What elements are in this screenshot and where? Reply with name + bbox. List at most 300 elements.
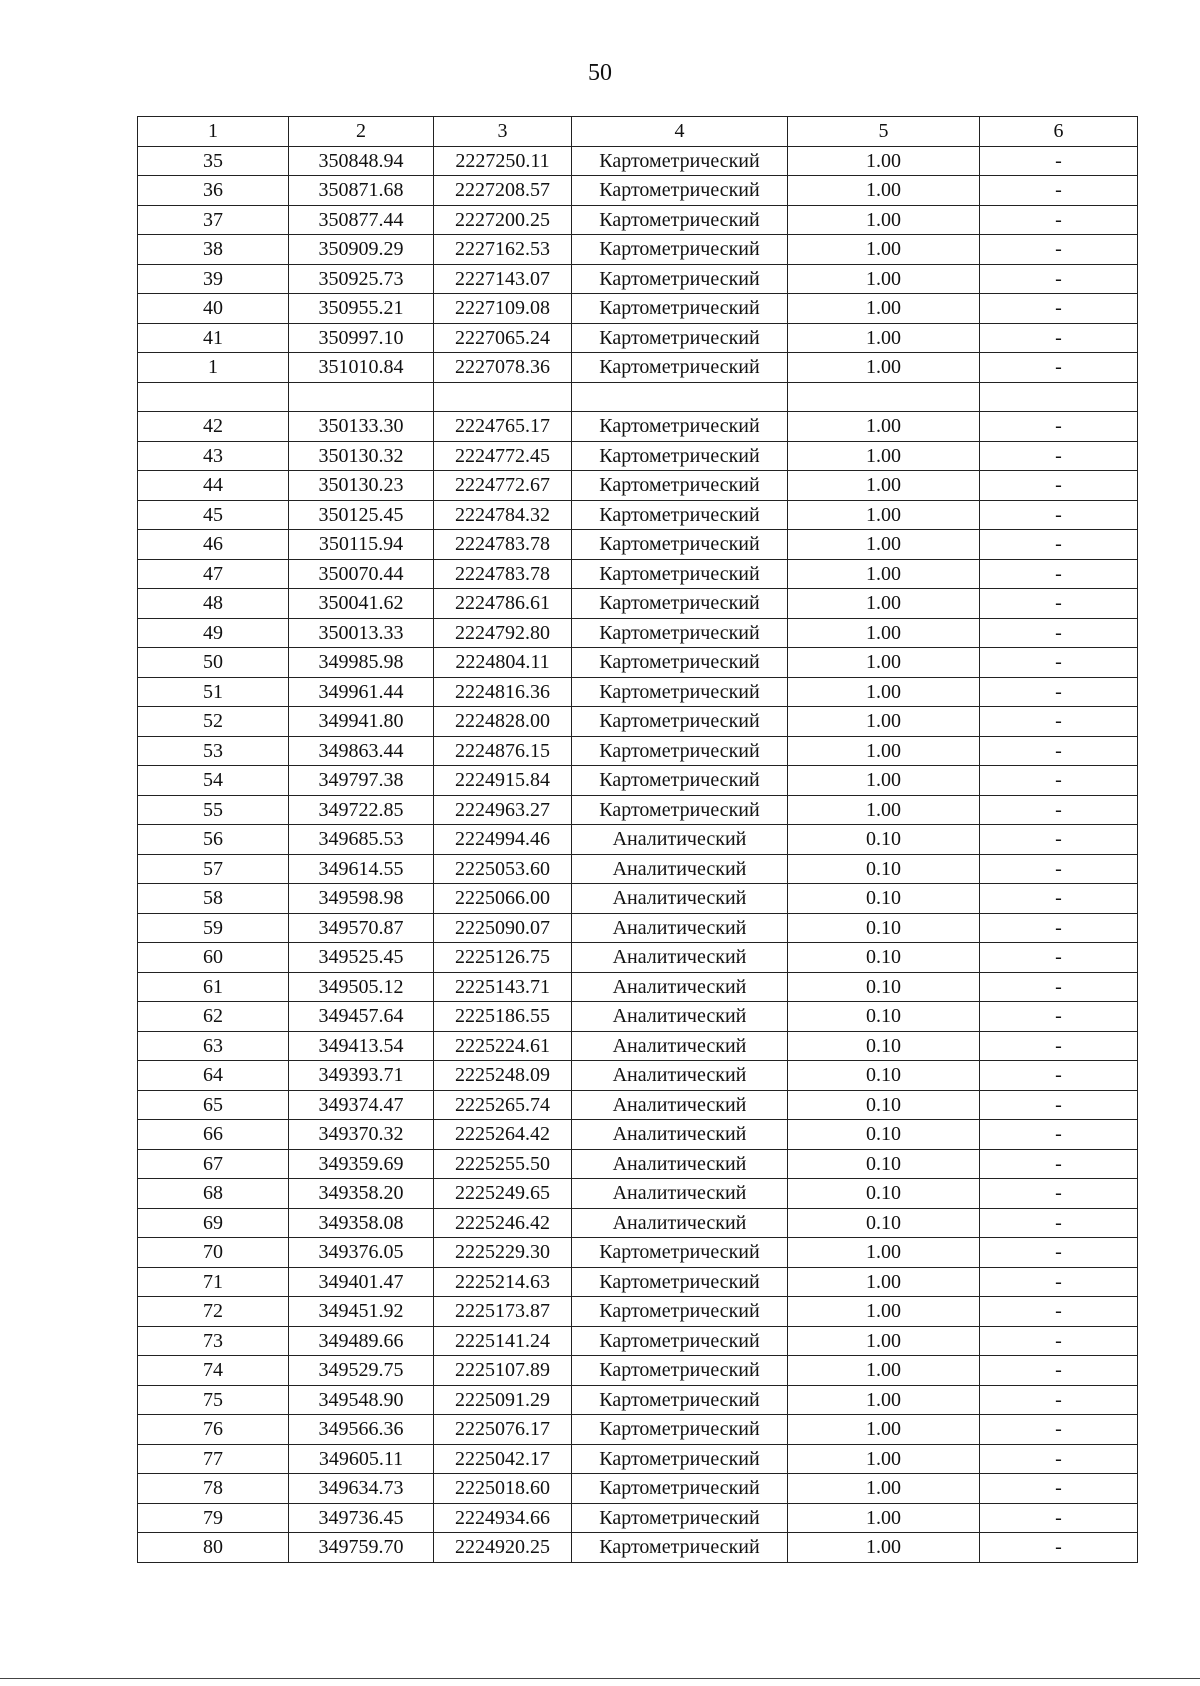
accuracy-cell: 0.10: [788, 1179, 980, 1209]
note-cell: -: [980, 1297, 1138, 1327]
x-coordinate-cell: 349570.87: [289, 913, 434, 943]
y-coordinate-cell: 2225248.09: [434, 1061, 572, 1091]
accuracy-cell: 1.00: [788, 589, 980, 619]
column-header: 3: [434, 117, 572, 147]
point-number-cell: 67: [138, 1149, 289, 1179]
accuracy-cell: 1.00: [788, 1326, 980, 1356]
table-row: [138, 471, 1138, 501]
x-coordinate-cell: 349358.08: [289, 1208, 434, 1238]
accuracy-cell: 0.10: [788, 972, 980, 1002]
table-row: [138, 1002, 1138, 1032]
y-coordinate-cell: 2225090.07: [434, 913, 572, 943]
point-number-cell: 64: [138, 1061, 289, 1091]
x-coordinate-cell: [289, 382, 434, 412]
point-number-cell: 36: [138, 176, 289, 206]
y-coordinate-cell: 2225264.42: [434, 1120, 572, 1150]
x-coordinate-cell: 350925.73: [289, 264, 434, 294]
y-coordinate-cell: 2227065.24: [434, 323, 572, 353]
method-cell: Картометрический: [572, 235, 788, 265]
coordinates-table: [137, 116, 1138, 1563]
point-number-cell: 35: [138, 146, 289, 176]
point-number-cell: 59: [138, 913, 289, 943]
y-coordinate-cell: 2227208.57: [434, 176, 572, 206]
note-cell: -: [980, 648, 1138, 678]
y-coordinate-cell: 2225186.55: [434, 1002, 572, 1032]
x-coordinate-cell: 349736.45: [289, 1503, 434, 1533]
x-coordinate-cell: 350997.10: [289, 323, 434, 353]
method-cell: Аналитический: [572, 1179, 788, 1209]
method-cell: Картометрический: [572, 1238, 788, 1268]
accuracy-cell: 1.00: [788, 500, 980, 530]
point-number-cell: 48: [138, 589, 289, 619]
method-cell: Аналитический: [572, 854, 788, 884]
y-coordinate-cell: 2224828.00: [434, 707, 572, 737]
x-coordinate-cell: 350848.94: [289, 146, 434, 176]
y-coordinate-cell: 2224963.27: [434, 795, 572, 825]
y-coordinate-cell: 2225265.74: [434, 1090, 572, 1120]
note-cell: -: [980, 353, 1138, 383]
x-coordinate-cell: 350877.44: [289, 205, 434, 235]
y-coordinate-cell: 2225246.42: [434, 1208, 572, 1238]
table-row: [138, 884, 1138, 914]
x-coordinate-cell: 350130.32: [289, 441, 434, 471]
method-cell: Картометрический: [572, 736, 788, 766]
method-cell: Картометрический: [572, 1297, 788, 1327]
note-cell: -: [980, 264, 1138, 294]
method-cell: Картометрический: [572, 618, 788, 648]
table-row: [138, 412, 1138, 442]
method-cell: Картометрический: [572, 1474, 788, 1504]
note-cell: -: [980, 1385, 1138, 1415]
point-number-cell: 78: [138, 1474, 289, 1504]
method-cell: Картометрический: [572, 1444, 788, 1474]
accuracy-cell: 0.10: [788, 854, 980, 884]
x-coordinate-cell: 349374.47: [289, 1090, 434, 1120]
x-coordinate-cell: 349393.71: [289, 1061, 434, 1091]
y-coordinate-cell: 2225224.61: [434, 1031, 572, 1061]
accuracy-cell: 1.00: [788, 323, 980, 353]
table-row: [138, 1149, 1138, 1179]
note-cell: -: [980, 146, 1138, 176]
accuracy-cell: 1.00: [788, 795, 980, 825]
table-row: [138, 559, 1138, 589]
x-coordinate-cell: 350041.62: [289, 589, 434, 619]
y-coordinate-cell: 2225018.60: [434, 1474, 572, 1504]
column-header: 2: [289, 117, 434, 147]
method-cell: Аналитический: [572, 884, 788, 914]
table-row: [138, 353, 1138, 383]
accuracy-cell: 1.00: [788, 1533, 980, 1563]
x-coordinate-cell: 349489.66: [289, 1326, 434, 1356]
note-cell: -: [980, 1090, 1138, 1120]
y-coordinate-cell: 2224876.15: [434, 736, 572, 766]
accuracy-cell: 0.10: [788, 1002, 980, 1032]
point-number-cell: 76: [138, 1415, 289, 1445]
accuracy-cell: 1.00: [788, 707, 980, 737]
note-cell: -: [980, 530, 1138, 560]
table-row: [138, 1503, 1138, 1533]
table-row: [138, 677, 1138, 707]
method-cell: Картометрический: [572, 264, 788, 294]
y-coordinate-cell: 2224772.45: [434, 441, 572, 471]
page-bottom-rule: [0, 1678, 1200, 1679]
table-row: [138, 707, 1138, 737]
note-cell: -: [980, 500, 1138, 530]
y-coordinate-cell: 2224816.36: [434, 677, 572, 707]
point-number-cell: 74: [138, 1356, 289, 1386]
method-cell: Картометрический: [572, 1415, 788, 1445]
y-coordinate-cell: 2225053.60: [434, 854, 572, 884]
point-number-cell: 73: [138, 1326, 289, 1356]
table-row: [138, 1031, 1138, 1061]
x-coordinate-cell: 349359.69: [289, 1149, 434, 1179]
note-cell: -: [980, 1444, 1138, 1474]
point-number-cell: 70: [138, 1238, 289, 1268]
x-coordinate-cell: 349759.70: [289, 1533, 434, 1563]
note-cell: -: [980, 1149, 1138, 1179]
point-number-cell: 55: [138, 795, 289, 825]
y-coordinate-cell: 2227109.08: [434, 294, 572, 324]
table-row: [138, 1356, 1138, 1386]
y-coordinate-cell: 2225173.87: [434, 1297, 572, 1327]
note-cell: -: [980, 677, 1138, 707]
method-cell: Картометрический: [572, 1356, 788, 1386]
method-cell: Картометрический: [572, 441, 788, 471]
point-number-cell: 53: [138, 736, 289, 766]
x-coordinate-cell: 349634.73: [289, 1474, 434, 1504]
table-row: [138, 795, 1138, 825]
note-cell: -: [980, 1415, 1138, 1445]
table-row: [138, 913, 1138, 943]
x-coordinate-cell: 349722.85: [289, 795, 434, 825]
method-cell: Аналитический: [572, 1120, 788, 1150]
accuracy-cell: 1.00: [788, 1297, 980, 1327]
accuracy-cell: 1.00: [788, 736, 980, 766]
table-row: [138, 1238, 1138, 1268]
table-row: [138, 825, 1138, 855]
method-cell: Картометрический: [572, 412, 788, 442]
point-number-cell: 65: [138, 1090, 289, 1120]
accuracy-cell: 1.00: [788, 235, 980, 265]
y-coordinate-cell: [434, 382, 572, 412]
point-number-cell: 62: [138, 1002, 289, 1032]
x-coordinate-cell: 349961.44: [289, 677, 434, 707]
y-coordinate-cell: 2225042.17: [434, 1444, 572, 1474]
y-coordinate-cell: 2225126.75: [434, 943, 572, 973]
table-row: [138, 1297, 1138, 1327]
accuracy-cell: 0.10: [788, 1031, 980, 1061]
x-coordinate-cell: 349548.90: [289, 1385, 434, 1415]
method-cell: Картометрический: [572, 559, 788, 589]
point-number-cell: 79: [138, 1503, 289, 1533]
point-number-cell: 39: [138, 264, 289, 294]
x-coordinate-cell: 349863.44: [289, 736, 434, 766]
table-row: [138, 1474, 1138, 1504]
x-coordinate-cell: 350871.68: [289, 176, 434, 206]
y-coordinate-cell: 2224994.46: [434, 825, 572, 855]
note-cell: -: [980, 618, 1138, 648]
method-cell: Картометрический: [572, 707, 788, 737]
method-cell: Картометрический: [572, 648, 788, 678]
y-coordinate-cell: 2224783.78: [434, 559, 572, 589]
table-row: [138, 972, 1138, 1002]
y-coordinate-cell: 2225091.29: [434, 1385, 572, 1415]
method-cell: Аналитический: [572, 1149, 788, 1179]
x-coordinate-cell: 349529.75: [289, 1356, 434, 1386]
table-row: [138, 235, 1138, 265]
method-cell: Картометрический: [572, 500, 788, 530]
method-cell: Картометрический: [572, 766, 788, 796]
point-number-cell: 60: [138, 943, 289, 973]
note-cell: -: [980, 972, 1138, 1002]
y-coordinate-cell: 2225255.50: [434, 1149, 572, 1179]
y-coordinate-cell: 2225107.89: [434, 1356, 572, 1386]
x-coordinate-cell: 349941.80: [289, 707, 434, 737]
y-coordinate-cell: 2225229.30: [434, 1238, 572, 1268]
note-cell: -: [980, 707, 1138, 737]
point-number-cell: 54: [138, 766, 289, 796]
note-cell: -: [980, 1326, 1138, 1356]
table-row: [138, 589, 1138, 619]
x-coordinate-cell: 349358.20: [289, 1179, 434, 1209]
accuracy-cell: 1.00: [788, 1415, 980, 1445]
y-coordinate-cell: 2227250.11: [434, 146, 572, 176]
y-coordinate-cell: 2227162.53: [434, 235, 572, 265]
method-cell: Аналитический: [572, 913, 788, 943]
table-row: [138, 1061, 1138, 1091]
note-cell: -: [980, 441, 1138, 471]
accuracy-cell: 1.00: [788, 766, 980, 796]
x-coordinate-cell: 350955.21: [289, 294, 434, 324]
note-cell: -: [980, 1179, 1138, 1209]
table-row: [138, 264, 1138, 294]
table-row: [138, 766, 1138, 796]
note-cell: -: [980, 412, 1138, 442]
accuracy-cell: 1.00: [788, 618, 980, 648]
accuracy-cell: 1.00: [788, 1267, 980, 1297]
y-coordinate-cell: 2224765.17: [434, 412, 572, 442]
note-cell: -: [980, 825, 1138, 855]
point-number-cell: 51: [138, 677, 289, 707]
spacer-row: [138, 382, 1138, 412]
method-cell: Картометрический: [572, 1503, 788, 1533]
note-cell: -: [980, 471, 1138, 501]
note-cell: -: [980, 1267, 1138, 1297]
note-cell: -: [980, 1238, 1138, 1268]
method-cell: Картометрический: [572, 353, 788, 383]
accuracy-cell: 1.00: [788, 677, 980, 707]
table-row: [138, 1385, 1138, 1415]
point-number-cell: 66: [138, 1120, 289, 1150]
note-cell: -: [980, 1208, 1138, 1238]
method-cell: Картометрический: [572, 1326, 788, 1356]
point-number-cell: 72: [138, 1297, 289, 1327]
y-coordinate-cell: 2225214.63: [434, 1267, 572, 1297]
accuracy-cell: 0.10: [788, 1149, 980, 1179]
y-coordinate-cell: 2224920.25: [434, 1533, 572, 1563]
point-number-cell: 43: [138, 441, 289, 471]
point-number-cell: 44: [138, 471, 289, 501]
accuracy-cell: 1.00: [788, 412, 980, 442]
y-coordinate-cell: 2225141.24: [434, 1326, 572, 1356]
point-number-cell: 40: [138, 294, 289, 324]
accuracy-cell: 1.00: [788, 264, 980, 294]
note-cell: -: [980, 913, 1138, 943]
method-cell: Картометрический: [572, 323, 788, 353]
column-header: 4: [572, 117, 788, 147]
y-coordinate-cell: 2224792.80: [434, 618, 572, 648]
accuracy-cell: 1.00: [788, 1238, 980, 1268]
point-number-cell: 45: [138, 500, 289, 530]
point-number-cell: 56: [138, 825, 289, 855]
note-cell: -: [980, 1533, 1138, 1563]
point-number-cell: 80: [138, 1533, 289, 1563]
y-coordinate-cell: 2224772.67: [434, 471, 572, 501]
note-cell: -: [980, 176, 1138, 206]
table-row: [138, 1533, 1138, 1563]
table-row: [138, 205, 1138, 235]
point-number-cell: 61: [138, 972, 289, 1002]
point-number-cell: 46: [138, 530, 289, 560]
point-number-cell: 58: [138, 884, 289, 914]
table-row: [138, 530, 1138, 560]
method-cell: Аналитический: [572, 972, 788, 1002]
table-row: [138, 943, 1138, 973]
x-coordinate-cell: 350125.45: [289, 500, 434, 530]
table-row: [138, 854, 1138, 884]
accuracy-cell: 0.10: [788, 913, 980, 943]
x-coordinate-cell: 349451.92: [289, 1297, 434, 1327]
x-coordinate-cell: 349598.98: [289, 884, 434, 914]
accuracy-cell: 1.00: [788, 471, 980, 501]
y-coordinate-cell: 2227200.25: [434, 205, 572, 235]
accuracy-cell: 1.00: [788, 353, 980, 383]
accuracy-cell: 0.10: [788, 1208, 980, 1238]
note-cell: -: [980, 589, 1138, 619]
accuracy-cell: 1.00: [788, 176, 980, 206]
table-row: [138, 323, 1138, 353]
point-number-cell: 63: [138, 1031, 289, 1061]
table-row: [138, 736, 1138, 766]
y-coordinate-cell: 2224804.11: [434, 648, 572, 678]
method-cell: Картометрический: [572, 471, 788, 501]
table-row: [138, 1120, 1138, 1150]
note-cell: -: [980, 795, 1138, 825]
table-row: [138, 1444, 1138, 1474]
y-coordinate-cell: 2225076.17: [434, 1415, 572, 1445]
x-coordinate-cell: 351010.84: [289, 353, 434, 383]
method-cell: Аналитический: [572, 1208, 788, 1238]
accuracy-cell: 1.00: [788, 559, 980, 589]
y-coordinate-cell: 2224786.61: [434, 589, 572, 619]
note-cell: -: [980, 1503, 1138, 1533]
accuracy-cell: 1.00: [788, 1474, 980, 1504]
point-number-cell: 77: [138, 1444, 289, 1474]
method-cell: Аналитический: [572, 1002, 788, 1032]
table-row: [138, 1326, 1138, 1356]
point-number-cell: 37: [138, 205, 289, 235]
table-row: [138, 500, 1138, 530]
accuracy-cell: 1.00: [788, 146, 980, 176]
accuracy-cell: 0.10: [788, 943, 980, 973]
header-row: [138, 117, 1138, 147]
point-number-cell: 68: [138, 1179, 289, 1209]
point-number-cell: 57: [138, 854, 289, 884]
accuracy-cell: 1.00: [788, 1385, 980, 1415]
point-number-cell: 1: [138, 353, 289, 383]
x-coordinate-cell: 350133.30: [289, 412, 434, 442]
note-cell: -: [980, 854, 1138, 884]
point-number-cell: 47: [138, 559, 289, 589]
accuracy-cell: 1.00: [788, 294, 980, 324]
table-row: [138, 648, 1138, 678]
x-coordinate-cell: 349413.54: [289, 1031, 434, 1061]
y-coordinate-cell: 2227078.36: [434, 353, 572, 383]
point-number-cell: 71: [138, 1267, 289, 1297]
method-cell: Картометрический: [572, 795, 788, 825]
table-header: [138, 117, 1138, 147]
method-cell: Аналитический: [572, 1090, 788, 1120]
x-coordinate-cell: 350013.33: [289, 618, 434, 648]
point-number-cell: 69: [138, 1208, 289, 1238]
accuracy-cell: 1.00: [788, 205, 980, 235]
table-row: [138, 618, 1138, 648]
method-cell: Аналитический: [572, 1031, 788, 1061]
point-number-cell: 42: [138, 412, 289, 442]
table-row: [138, 1415, 1138, 1445]
note-cell: -: [980, 1002, 1138, 1032]
accuracy-cell: 1.00: [788, 530, 980, 560]
x-coordinate-cell: 349525.45: [289, 943, 434, 973]
accuracy-cell: 1.00: [788, 1503, 980, 1533]
note-cell: -: [980, 205, 1138, 235]
note-cell: -: [980, 1120, 1138, 1150]
table-body: [138, 146, 1138, 1562]
method-cell: Аналитический: [572, 1061, 788, 1091]
y-coordinate-cell: 2224915.84: [434, 766, 572, 796]
table-row: [138, 441, 1138, 471]
accuracy-cell: 1.00: [788, 648, 980, 678]
method-cell: Картометрический: [572, 1385, 788, 1415]
note-cell: -: [980, 235, 1138, 265]
method-cell: [572, 382, 788, 412]
note-cell: -: [980, 1031, 1138, 1061]
y-coordinate-cell: 2224783.78: [434, 530, 572, 560]
table-row: [138, 176, 1138, 206]
accuracy-cell: 0.10: [788, 1090, 980, 1120]
method-cell: Картометрический: [572, 294, 788, 324]
note-cell: -: [980, 943, 1138, 973]
point-number-cell: 41: [138, 323, 289, 353]
table-row: [138, 294, 1138, 324]
method-cell: Картометрический: [572, 677, 788, 707]
note-cell: -: [980, 1356, 1138, 1386]
accuracy-cell: [788, 382, 980, 412]
accuracy-cell: 0.10: [788, 825, 980, 855]
column-header: 5: [788, 117, 980, 147]
note-cell: -: [980, 1061, 1138, 1091]
x-coordinate-cell: 349614.55: [289, 854, 434, 884]
note-cell: -: [980, 884, 1138, 914]
accuracy-cell: 0.10: [788, 884, 980, 914]
accuracy-cell: 1.00: [788, 1444, 980, 1474]
y-coordinate-cell: 2224784.32: [434, 500, 572, 530]
method-cell: Картометрический: [572, 146, 788, 176]
accuracy-cell: 1.00: [788, 1356, 980, 1386]
point-number-cell: 75: [138, 1385, 289, 1415]
method-cell: Картометрический: [572, 205, 788, 235]
method-cell: Картометрический: [572, 530, 788, 560]
